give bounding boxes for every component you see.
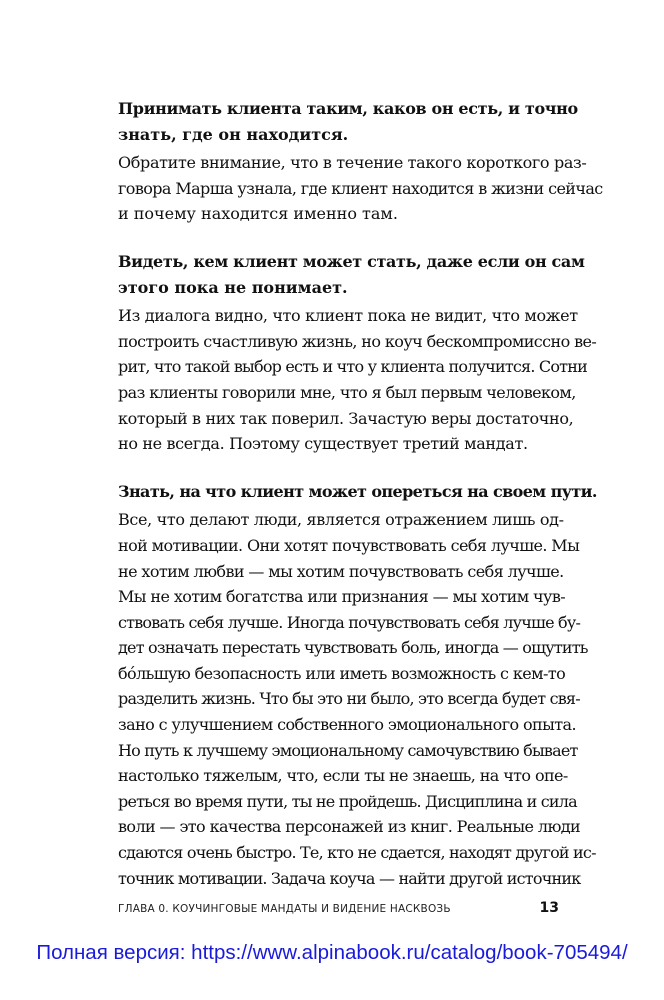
section-3-body-line-4: Мы не хотим богатства или признания — мы хотим чув- — [118, 587, 566, 607]
section-1-body-line-3: и почему находится именно там. — [118, 204, 398, 224]
section-3-heading-line-1: Знать, на что клиент может опереться на своем пути. — [118, 481, 597, 501]
full-version-link[interactable]: Полная версия: https://www.alpinabook.ru/catalog/book-705494/ — [36, 941, 628, 964]
section-2-body-line-2: построить счастливую жизнь, но коуч бескомпромиссно ве- — [118, 331, 597, 351]
page-footer — [118, 900, 559, 920]
section-3-body-line-10: Но путь к лучшему эмоциональному самочувствию бывает — [118, 740, 578, 760]
section-3-body-line-8: разделить жизнь. Что бы это ни было, это всегда будет свя- — [118, 689, 580, 709]
section-2-body-line-4: раз клиенты говорили мне, что я был первым человеком, — [118, 382, 576, 402]
page-number: 13 — [539, 900, 559, 916]
section-2-body-line-1: Из диалога видно, что клиент пока не видит, что может — [118, 306, 578, 326]
section-1-heading-line-2: знать, где он находится. — [118, 124, 349, 144]
section-3-body-line-15: точник мотивации. Задача коуча — найти другой источник — [118, 868, 581, 888]
section-1-heading-line-1: Принимать клиента таким, каков он есть, и точно — [118, 99, 578, 118]
section-3-body-line-7: бóльшую безопасность или иметь возможность с кем-то — [118, 663, 566, 683]
section-3-body-line-2: ной мотивации. Они хотят почувствовать себя лучше. Мы — [118, 535, 580, 555]
section-3-body-line-6: дет означать перестать чувствовать боль, иногда — ощутить — [118, 638, 588, 658]
section-2-body-line-5: который в них так поверил. Зачастую веры достаточно, — [118, 408, 574, 428]
section-2-body-line-3: рит, что такой выбор есть и что у клиента получится. Сотни — [118, 357, 587, 377]
section-1-body-line-1: Обратите внимание, что в течение такого короткого раз- — [118, 153, 587, 173]
section-2-body-line-6: но не всегда. Поэтому существует третий мандат. — [118, 434, 528, 454]
section-2 — [118, 249, 597, 457]
running-head: ГЛАВА 0. КОУЧИНГОВЫЕ МАНДАТЫ И ВИДЕНИЕ НАСКВОЗЬ — [118, 903, 451, 915]
book-page-text — [118, 96, 603, 891]
section-3-body-line-12: реться во время пути, ты не пройдешь. Дисциплина и сила — [118, 791, 577, 811]
section-3-body-line-3: не хотим любви — мы хотим почувствовать себя лучше. — [118, 561, 564, 581]
section-1-body-line-2: говора Марша узнала, где клиент находится в жизни сейчас — [118, 178, 603, 198]
section-2-heading-line-2: этого пока не понимает. — [118, 277, 348, 297]
section-3-body-line-9: зано с улучшением собственного эмоционального опыта. — [118, 715, 576, 735]
section-3-body-line-1: Все, что делают люди, является отражением лишь од- — [118, 510, 564, 530]
section-1 — [118, 96, 603, 227]
section-2-heading-line-1: Видеть, кем клиент может стать, даже если он сам — [118, 251, 585, 271]
section-3-body-line-11: настолько тяжелым, что, если ты не знаешь, на что опе- — [118, 766, 568, 786]
section-3-body-line-5: ствовать себя лучше. Иногда почувствовать себя лучше бу- — [118, 612, 581, 632]
section-3 — [118, 479, 597, 892]
section-3-body-line-14: сдаются очень быстро. Те, кто не сдается, находят другой ис- — [118, 843, 596, 863]
section-3-body-line-13: воли — это качества персонажей из книг. Реальные люди — [118, 817, 581, 837]
